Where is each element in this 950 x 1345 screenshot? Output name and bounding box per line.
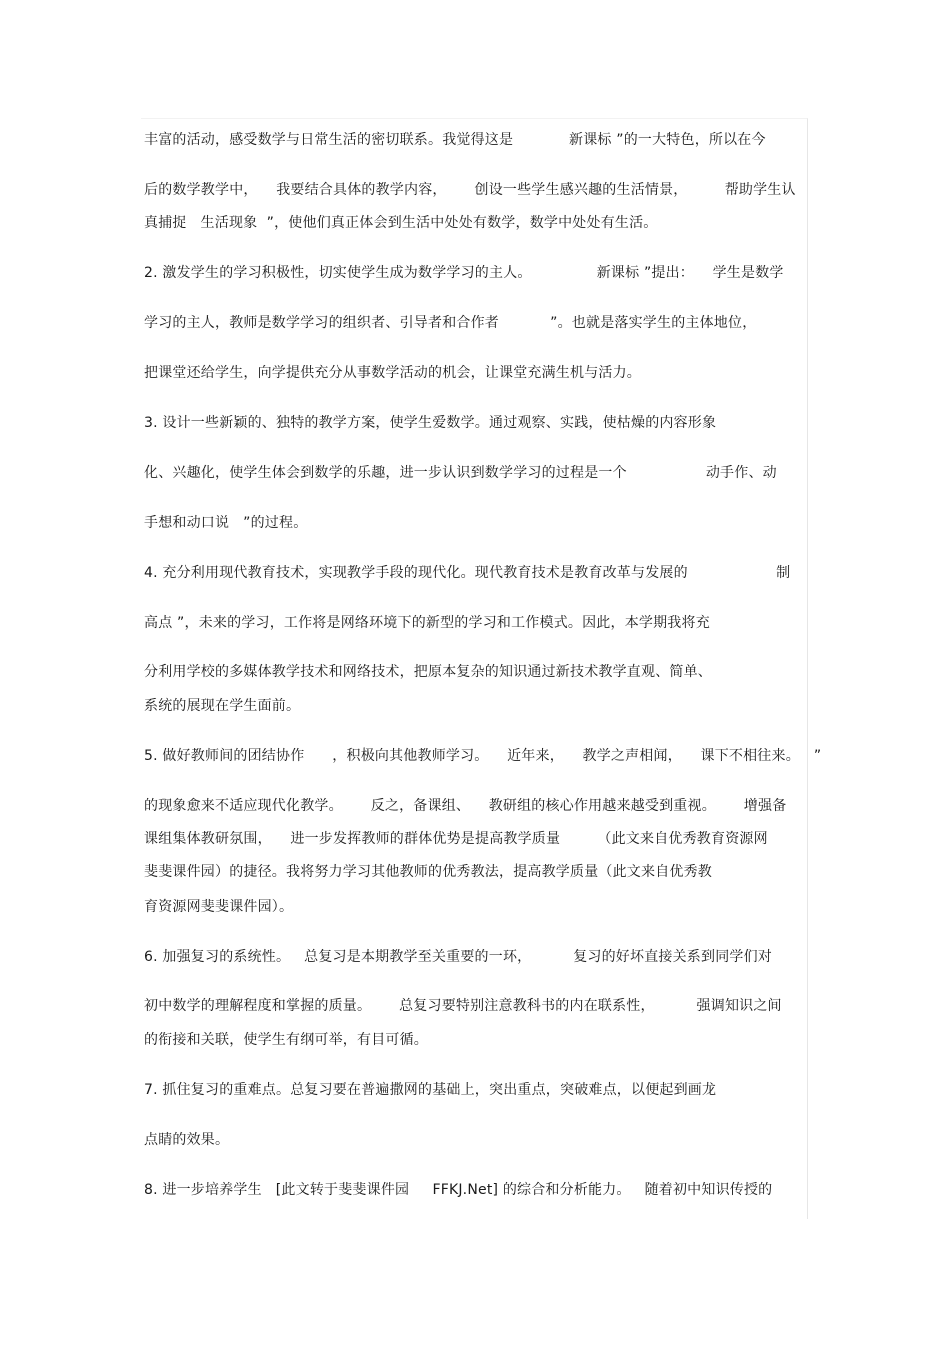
text-line: 手想和动口说 ”的过程。 [144,515,308,531]
text-line: 育资源网斐斐课件园）。 [144,899,294,915]
text-line: 后的数学教学中， 我要结合具体的教学内容， 创设一些学生感兴趣的生活情景， 帮助学生认 [144,182,796,198]
text-line: 6. 加强复习的系统性。 总复习是本期教学至关重要的一环， 复习的好坏直接关系到同学们对 [144,949,773,965]
text-line: 系统的展现在学生面前。 [144,698,301,714]
text-line: 把课堂还给学生，向学提供充分从事数学活动的机会，让课堂充满生机与活力。 [144,365,641,381]
text-line: 8. 进一步培养学生 [此文转于斐斐课件园 FFKJ.Net] 的综合和分析能力。 随着初中知识传授的 [144,1182,773,1198]
text-line: 课组集体教研氛围， 进一步发挥教师的群体优势是提高教学质量 （此文来自优秀教育资源网 [144,831,768,847]
text-line: 真捕捉 生活现象 ”，使他们真正体会到生活中处处有数学，数学中处处有生活。 [144,215,658,231]
text-line: 的现象愈来不适应现代化教学。 反之，备课组、 教研组的核心作用越来越受到重视。 增强备 [144,798,787,814]
text-line: 3. 设计一些新颖的、独特的教学方案，使学生爱数学。通过观察、实践，使枯燥的内容形象 [144,415,717,431]
text-line: 斐斐课件园）的捷径。我将努力学习其他教师的优秀教法，提高教学质量（此文来自优秀教 [144,864,712,880]
text-line: 点睛的效果。 [144,1132,230,1148]
text-line: 2. 激发学生的学习积极性，切实使学生成为数学学习的主人。 新课标 ”提出： 学生是数学 [144,265,784,281]
text-line: 分利用学校的多媒体教学技术和网络技术，把原本复杂的知识通过新技术教学直观、简单、 [144,664,712,680]
text-line: 5. 做好教师间的团结协作 ，积极向其他教师学习。 近年来， 教学之声相闻， 课下不相往来。 ” [144,748,822,764]
text-line: 丰富的活动，感受数学与日常生活的密切联系。我觉得这是 新课标 ”的一大特色，所以在今 [144,132,766,148]
text-line: 的衔接和关联，使学生有纲可举，有目可循。 [144,1032,428,1048]
text-line: 高点 ”，未来的学习，工作将是网络环境下的新型的学习和工作模式。因此，本学期我将充 [144,615,710,631]
text-line: 化、兴趣化，使学生体会到数学的乐趣，进一步认识到数学学习的过程是一个 动手作、动 [144,465,777,481]
text-line: 4. 充分利用现代教育技术，实现教学手段的现代化。现代教育技术是教育改革与发展的 制 [144,565,791,581]
text-line: 7. 抓住复习的重难点。总复习要在普遍撒网的基础上，突出重点，突破难点，以便起到画龙 [144,1082,717,1098]
text-line: 初中数学的理解程度和掌握的质量。 总复习要特别注意教科书的内在联系性， 强调知识之间 [144,998,782,1014]
text-line: 学习的主人，教师是数学学习的组织者、引导者和合作者 ”。也就是落实学生的主体地位， [144,315,757,331]
